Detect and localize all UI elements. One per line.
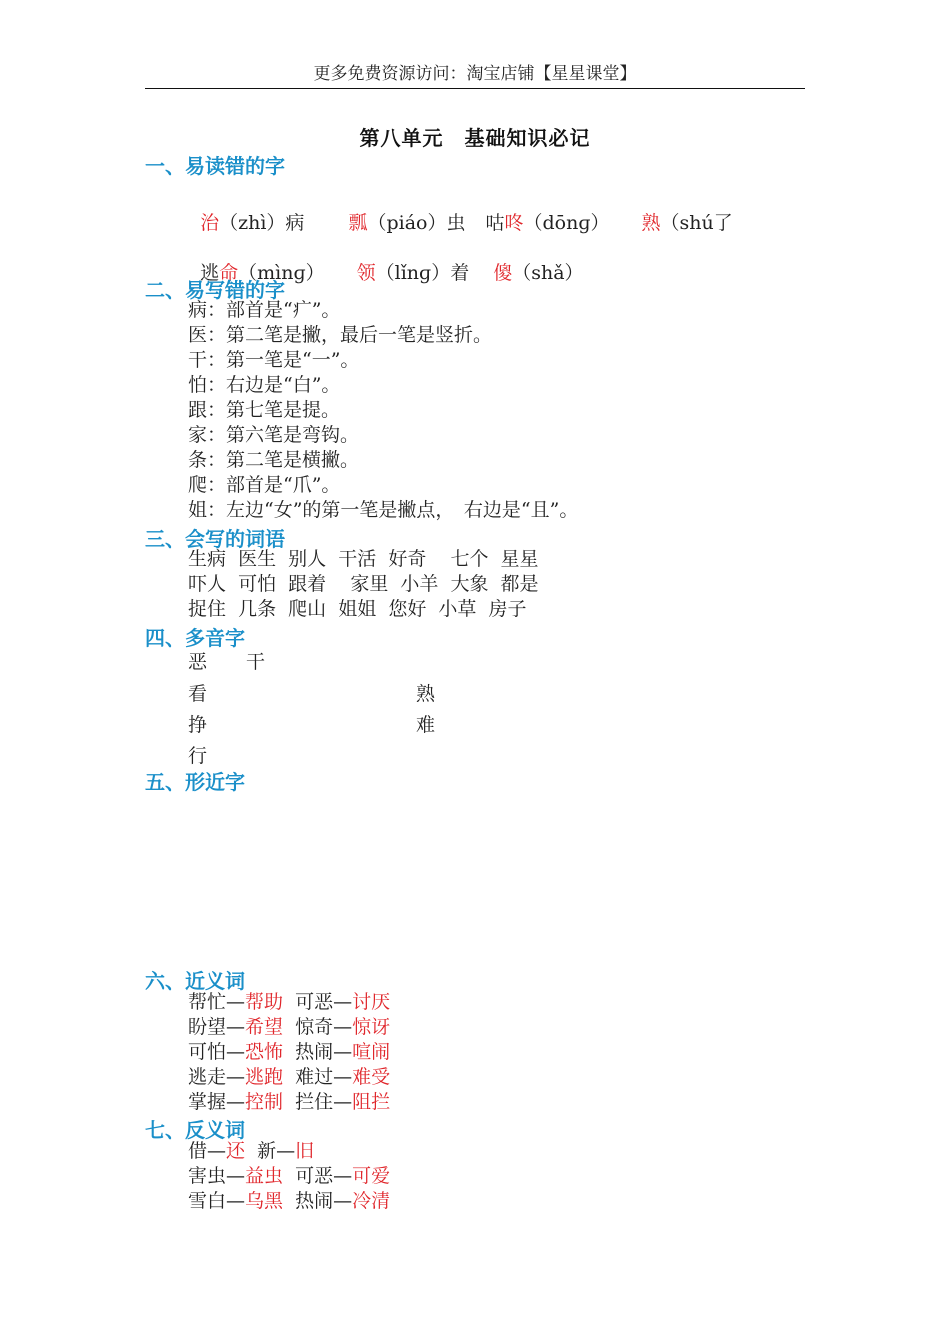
word-row: 生病 医生 别人 干活 好奇 七个 星星 — [188, 548, 539, 570]
section-heading-1: 一、易读错的字 — [145, 154, 285, 178]
write-error-item: 干：第一笔是“一”。 — [188, 349, 360, 371]
key-char: 领 — [356, 262, 376, 284]
word: 可恶— — [295, 991, 353, 1013]
polyphone-char: 挣 — [188, 714, 208, 736]
synonym-row — [188, 1015, 390, 1040]
answer: 控制 — [245, 1091, 284, 1113]
answer: 喧闹 — [352, 1041, 391, 1063]
answer: 益虫 — [245, 1165, 284, 1187]
pinyin-item — [200, 208, 304, 235]
antonym-row — [188, 1164, 390, 1189]
answer: 希望 — [245, 1016, 284, 1038]
pinyin-text: （piáo）虫 — [367, 212, 466, 234]
pinyin-text: （shú了 — [660, 212, 733, 234]
word: 热闹— — [295, 1041, 353, 1063]
word: 热闹— — [295, 1190, 353, 1212]
pinyin-item — [357, 258, 470, 285]
write-error-item: 爬：部首是“爪”。 — [188, 474, 341, 496]
pinyin-text: （lǐnɡ）着 — [375, 262, 470, 284]
synonym-row — [188, 1090, 390, 1115]
word: 盼望— — [188, 1016, 246, 1038]
word: 掌握— — [188, 1091, 246, 1113]
write-error-item: 姐：左边“女”的第一笔是撇点， 右边是“且”。 — [188, 499, 579, 521]
answer: 乌黑 — [245, 1190, 284, 1212]
polyphone-char: 看 — [188, 683, 208, 705]
word: 新— — [257, 1140, 296, 1162]
antonym-row — [188, 1139, 314, 1164]
polyphone-char: 干 — [246, 651, 266, 673]
pinyin-prefix: 咕 — [485, 212, 505, 234]
synonym-row — [188, 1065, 390, 1090]
answer: 难受 — [352, 1066, 391, 1088]
pinyin-item — [493, 258, 583, 285]
page-header: 更多免费资源访问：淘宝店铺【星星课堂】 — [145, 62, 805, 89]
answer: 讨厌 — [352, 991, 391, 1013]
write-error-item: 病：部首是“疒”。 — [188, 299, 341, 321]
write-error-item: 条：第二笔是横撇。 — [188, 449, 360, 471]
polyphone-char: 恶 — [188, 651, 208, 673]
word: 可怕— — [188, 1041, 246, 1063]
polyphone-char: 行 — [188, 745, 208, 767]
word-row: 吓人 可怕 跟着 家里 小羊 大象 都是 — [188, 573, 539, 595]
key-char: 治 — [200, 212, 220, 234]
pinyin-text: （zhì）病 — [219, 212, 305, 234]
answer: 阻拦 — [352, 1091, 391, 1113]
section-heading-4: 四、多音字 — [145, 626, 245, 650]
answer: 可爱 — [352, 1165, 391, 1187]
answer: 帮助 — [245, 991, 284, 1013]
word: 难过— — [295, 1066, 353, 1088]
section-heading-2: 二、易写错的字 — [145, 278, 285, 302]
write-error-item: 家：第六笔是弯钩。 — [188, 424, 360, 446]
write-error-item: 怕：右边是“白”。 — [188, 374, 341, 396]
pinyin-item — [485, 208, 609, 235]
key-char: 傻 — [493, 262, 513, 284]
polyphone-char: 难 — [416, 714, 436, 736]
pinyin-prefix: 逃 — [200, 262, 220, 284]
key-char: 熟 — [641, 212, 661, 234]
answer: 逃跑 — [245, 1066, 284, 1088]
word-row: 捉住 几条 爬山 姐姐 您好 小草 房子 — [188, 598, 527, 620]
section-heading-7: 七、反义词 — [145, 1118, 245, 1142]
write-error-item: 医：第二笔是撇，最后一笔是竖折。 — [188, 324, 493, 346]
pinyin-text: （mìnɡ） — [238, 262, 325, 284]
antonym-row — [188, 1189, 390, 1214]
answer: 恐怖 — [245, 1041, 284, 1063]
key-char: 命 — [219, 262, 239, 284]
word: 害虫— — [188, 1165, 246, 1187]
word: 雪白— — [188, 1190, 246, 1212]
answer: 还 — [226, 1140, 246, 1162]
word: 借— — [188, 1140, 227, 1162]
key-char: 咚 — [504, 212, 524, 234]
key-char: 瓢 — [348, 212, 368, 234]
section-heading-6: 六、近义词 — [145, 969, 245, 993]
pinyin-item — [348, 208, 465, 235]
page-title: 第八单元 基础知识必记 — [359, 126, 591, 150]
answer: 冷清 — [352, 1190, 391, 1212]
section-heading-5: 五、形近字 — [145, 770, 245, 794]
pinyin-text: （shǎ） — [512, 262, 584, 284]
pinyin-text: （dōnɡ） — [523, 212, 610, 234]
synonym-row — [188, 1040, 390, 1065]
word: 帮忙— — [188, 991, 246, 1013]
section-heading-3: 三、会写的词语 — [145, 527, 285, 551]
answer: 惊讶 — [352, 1016, 391, 1038]
word: 惊奇— — [295, 1016, 353, 1038]
word: 逃走— — [188, 1066, 246, 1088]
word: 可恶— — [295, 1165, 353, 1187]
answer: 旧 — [295, 1140, 315, 1162]
write-error-item: 跟：第七笔是提。 — [188, 399, 341, 421]
polyphone-char: 熟 — [416, 683, 436, 705]
synonym-row — [188, 990, 390, 1015]
pinyin-row-1 — [188, 186, 733, 235]
word: 拦住— — [295, 1091, 353, 1113]
pinyin-item — [642, 208, 733, 235]
